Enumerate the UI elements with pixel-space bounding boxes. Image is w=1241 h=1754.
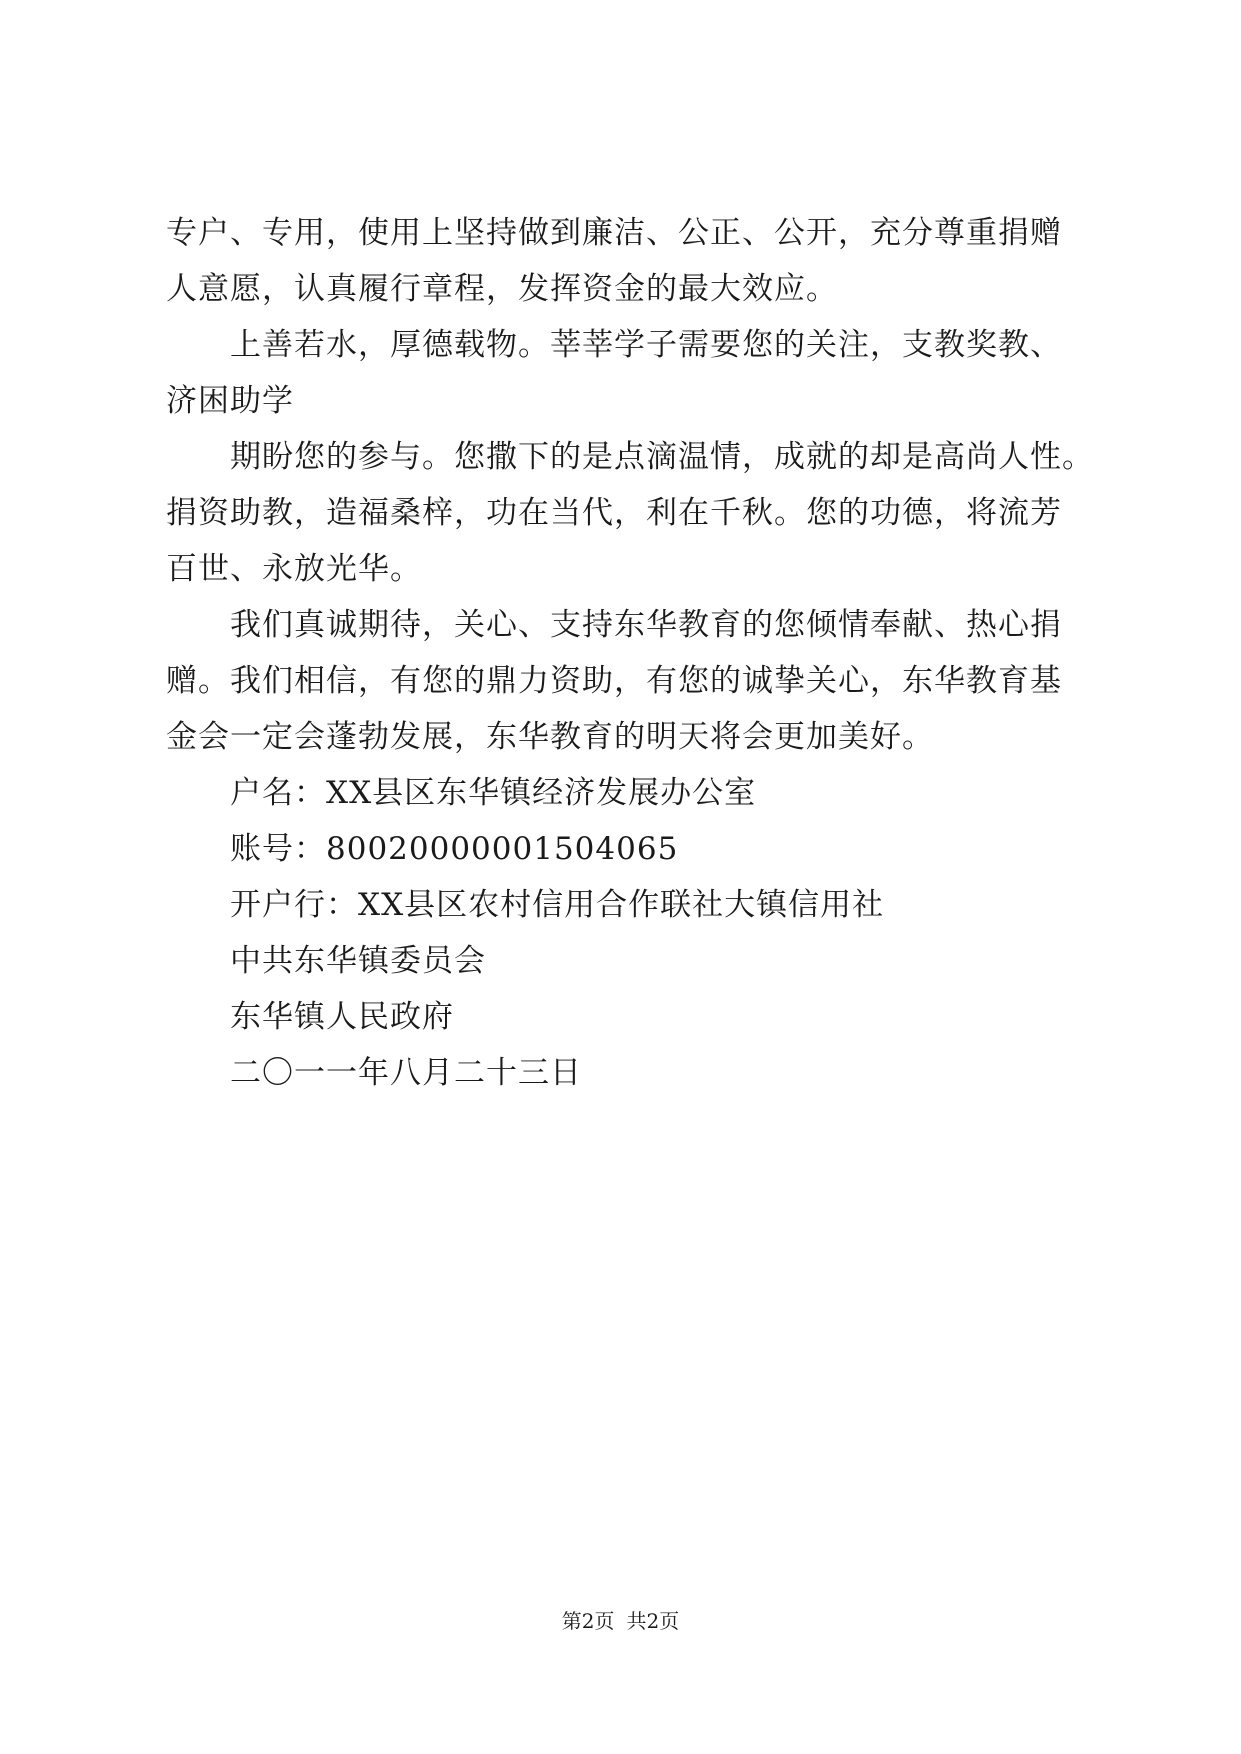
- account-bank: 开户行：XX县区农村信用合作联社大镇信用社: [230, 887, 885, 923]
- paragraph-4-line-1: 我们真诚期待，关心、支持东华教育的您倾情奉献、热心捐: [230, 607, 1062, 643]
- paragraph-1-line-2: 人意愿，认真履行章程，发挥资金的最大效应。: [166, 271, 838, 307]
- paragraph-3-line-1: 期盼您的参与。您撒下的是点滴温情，成就的却是高尚人性。: [230, 439, 1094, 475]
- paragraph-1-line-1: 专户、专用，使用上坚持做到廉洁、公正、公开，充分尊重捐赠: [166, 215, 1062, 251]
- signature-town-government: 东华镇人民政府: [230, 999, 454, 1035]
- account-number: 账号：80020000001504065: [230, 831, 679, 867]
- paragraph-4-line-2: 赠。我们相信，有您的鼎力资助，有您的诚挚关心，东华教育基: [166, 663, 1062, 699]
- page-number: 第2页: [561, 1609, 615, 1633]
- paragraph-4-line-3: 金会一定会蓬勃发展，东华教育的明天将会更加美好。: [166, 719, 934, 755]
- account-name: 户名：XX县区东华镇经济发展办公室: [230, 775, 757, 811]
- signature-party-committee: 中共东华镇委员会: [230, 943, 486, 979]
- page-total: 共2页: [626, 1609, 680, 1633]
- page-footer: [0, 1608, 1241, 1634]
- paragraph-3-line-3: 百世、永放光华。: [166, 551, 422, 587]
- paragraph-2-line-1: 上善若水，厚德载物。莘莘学子需要您的关注，支教奖教、: [230, 327, 1062, 363]
- paragraph-2-line-2: 济困助学: [166, 383, 294, 419]
- paragraph-3-line-2: 捐资助教，造福桑梓，功在当代，利在千秋。您的功德，将流芳: [166, 495, 1062, 531]
- signature-date: 二〇一一年八月二十三日: [230, 1055, 582, 1091]
